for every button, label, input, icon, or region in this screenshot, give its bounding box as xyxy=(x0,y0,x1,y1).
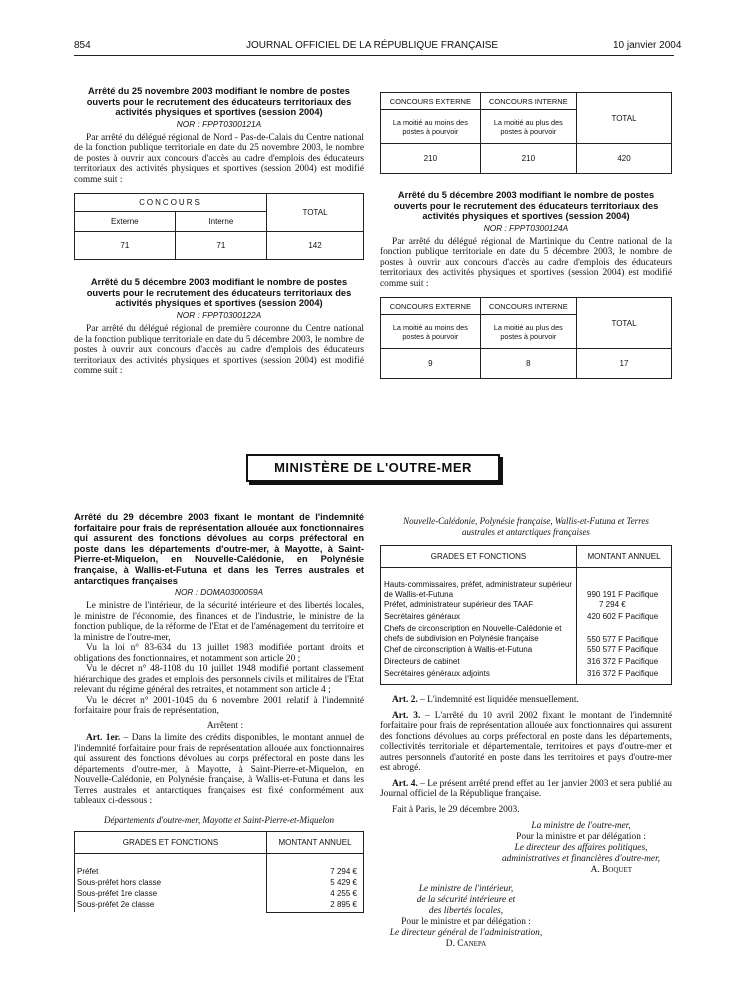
grade-cell: Préfet, administrateur supérieur des TAAF xyxy=(384,600,534,609)
arrete4-nor: NOR : DOMA0300059A xyxy=(174,587,264,598)
arrete4-p1: Le ministre de l'intérieur, de la sécurité intérieure et des libertés locales, le ministre de l'économie, des finances et de l'industrie, le ministre de la fonction publique, de la réforme de l'Etat et de l'aménagement du territoire et la ministre de l'outre-mer, xyxy=(74,601,364,643)
grades-header: GRADES ET FONCTIONS xyxy=(75,831,267,853)
ministry-banner: MINISTÈRE DE L'OUTRE-MER xyxy=(246,454,500,482)
externe-value: 210 xyxy=(381,144,481,174)
table-row xyxy=(577,568,672,685)
grade-cell: Préfet xyxy=(77,866,99,876)
arrete4-title: Arrêté du 29 décembre 2003 fixant le montant de l'indemnité forfaitaire pour frais de représentation allouée aux fonctionnaires qui assurent des fonctions dévolues au corps préfectoral en poste dans les départements d'outre-mer, à Mayotte, à Saint-Pierre-et-Miquelon, en Nouvelle-Calédonie, en Polynésie française, à Wallis-et-Futuna et dans les Terres australes et antarctiques françaises xyxy=(74,512,364,586)
amount-cell: 420 602 F Pacifique xyxy=(587,612,659,621)
table-caption-dom: Départements d'outre-mer, Mayotte et Saint-Pierre-et-Miquelon xyxy=(104,814,334,825)
table-caption-pacifique: Nouvelle-Calédonie, Polynésie française, Wallis-et-Futuna et Terres australes et antarctiques françaises xyxy=(403,516,649,537)
right-column-top xyxy=(380,92,672,379)
left-column-bottom xyxy=(74,512,364,913)
externe-sub: La moitié au moins des postes à pourvoir xyxy=(381,110,481,144)
sig2-title: Le ministre de l'intérieur, de la sécurité intérieure et des libertés locales, xyxy=(416,884,516,916)
left-column-top xyxy=(74,86,364,377)
grades-header: GRADES ET FONCTIONS xyxy=(381,546,577,568)
interne-sub: La moitié au plus des postes à pourvoir xyxy=(480,110,576,144)
grades-table-dom xyxy=(74,831,364,913)
grade-cell: Secrétaires généraux xyxy=(384,612,461,621)
sig2-delegation: Pour le ministre et par délégation : xyxy=(401,917,531,927)
arrete1-body: Par arrêté du délégué régional de Nord - Pas-de-Calais du Centre national de la fonction publique territoriale en date du 25 novembre 2003, le nombre de postes à ouvrir aux concours d'accès au cadre d'emplois des éducateurs territoriaux des activités physiques et sportives (session 2004) est modifié comme suit : xyxy=(74,132,364,185)
amount-cell: 7 294 € xyxy=(599,600,626,609)
grades-table-pacifique xyxy=(380,545,672,685)
concours-interne-header: CONCOURS INTERNE xyxy=(480,93,576,110)
amount-cell: 550 577 F Pacifique xyxy=(587,645,659,654)
arrete4-p4: Vu le décret n° 2001-1045 du 6 novembre 2001 relatif à l'indemnité forfaitaire pour frais de représentation, xyxy=(74,695,364,717)
table-row xyxy=(267,853,364,912)
grade-cell: Sous-préfet 1re classe xyxy=(77,888,158,898)
concours-interne-header: CONCOURS INTERNE xyxy=(480,298,576,315)
fait-a-paris: Fait à Paris, le 29 décembre 2003. xyxy=(392,804,520,815)
grade-cell: Sous-préfet 2e classe xyxy=(77,899,155,909)
total-value: 420 xyxy=(577,144,672,174)
total-value: 142 xyxy=(267,232,364,260)
arrete1-title: Arrêté du 25 novembre 2003 modifiant le nombre de postes ouverts pour le recrutement des éducateurs territoriaux des activités physiques et sportives (session 2004) xyxy=(86,86,352,118)
sig1-name: A. Boquet xyxy=(590,865,632,875)
page-number: 854 xyxy=(74,40,91,51)
externe-value: 9 xyxy=(381,349,481,379)
concours-externe-header: CONCOURS EXTERNE xyxy=(381,298,481,315)
journal-title: JOURNAL OFFICIEL DE LA RÉPUBLIQUE FRANÇAISE xyxy=(246,40,499,51)
right-column-bottom xyxy=(380,516,672,950)
total-header: TOTAL xyxy=(577,298,672,349)
arretent: Arrêtent : xyxy=(206,720,244,731)
sig2-name: D. Canepa xyxy=(445,939,487,949)
sig2-director: Le directeur général de l'administration, xyxy=(389,928,543,938)
article-4: Art. 4. – Le présent arrêté prend effet au 1er janvier 2003 et sera publié au Journal officiel de la République française. xyxy=(380,778,672,799)
amount-cell: 7 294 € xyxy=(330,866,357,876)
table-row xyxy=(381,568,577,685)
arrete3-nor: NOR : FPPT0300124A xyxy=(483,222,569,233)
externe-header: Externe xyxy=(75,212,176,232)
grade-cell: Sous-préfet hors classe xyxy=(77,877,162,887)
sig1-title: La ministre de l'outre-mer, xyxy=(531,821,631,831)
amount-cell: 316 372 F Pacifique xyxy=(587,657,659,666)
article-3: Art. 3. – L'arrêté du 10 avril 2002 fixant le montant de l'indemnité forfaitaire pour frais de représentation allouée aux fonctionnaires qui assurent des fonctions dévolues au corps préfectoral en poste dans les départements, collectivités territoriale et départementale, territoires et pays d'outre-mer et autres personnels d'autorité en poste dans les territoires et pays d'outre-mer est abrogé. xyxy=(380,710,673,773)
total-header: TOTAL xyxy=(267,194,364,232)
arrete3-body: Par arrêté du délégué régional de Martinique du Centre national de la fonction publique territoriale en date du 5 décembre 2003, le nombre de postes à ouvrir aux concours d'accès au cadre d'emplois des éducateurs territoriaux des activités physiques et sportives (session 2004) est modifié comme suit : xyxy=(380,236,672,289)
arrete2-nor: NOR : FPPT0300122A xyxy=(176,310,262,321)
interne-value: 210 xyxy=(480,144,576,174)
concours-externe-header: CONCOURS EXTERNE xyxy=(381,93,481,110)
grade-cell: Chefs de circonscription en Nouvelle-Calédonie et chefs de subdivision en Polynésie française xyxy=(384,624,562,643)
amount-cell: 316 372 F Pacifique xyxy=(587,669,659,678)
amount-header: MONTANT ANNUEL xyxy=(267,831,364,853)
grade-cell: Secrétaires généraux adjoints xyxy=(384,669,490,678)
arrete3-table xyxy=(380,297,672,379)
issue-date: 10 janvier 2004 xyxy=(613,40,682,51)
arrete1-nor: NOR : FPPT0300121A xyxy=(176,118,262,129)
signature-block-1 xyxy=(490,821,672,876)
amount-cell: 2 895 € xyxy=(330,899,357,909)
arrete4-p2: Vu la loi n° 83-634 du 13 juillet 1983 modifiée portant droits et obligations des fonctionnaires, et notamment son article 20 ; xyxy=(74,643,364,664)
arrete4-p3: Vu le décret n° 48-1108 du 10 juillet 1948 modifié portant classement hiérarchique des grades et emplois des personnels civils et militaires de l'Etat relevant du régime général des retraites, et notamment son article 4 ; xyxy=(74,664,364,696)
sig1-delegation: Pour la ministre et par délégation : xyxy=(516,832,646,842)
grade-cell: Chef de circonscription à Wallis-et-Futuna xyxy=(384,645,533,654)
total-value: 17 xyxy=(577,349,672,379)
concours-header: CONCOURS xyxy=(75,194,267,212)
header-rule xyxy=(74,55,674,56)
amount-cell: 5 429 € xyxy=(330,877,357,887)
interne-value: 8 xyxy=(480,349,576,379)
arrete2-table xyxy=(380,92,672,174)
article-1: Art. 1er. – Dans la limite des crédits disponibles, le montant annuel de l'indemnité forfaitaire pour frais de représentation allouée aux fonctionnaires qui assurent des fonctions dévolues au corps préfectoral en poste dans les départements d'outre-mer, à Mayotte, à Saint-Pierre-et-Miquelon, en Nouvelle-Calédonie, en Polynésie française, à Wallis-et-Futuna et dans les Terres australes et antarctiques françaises est fixé conformément aux tableaux ci-dessous : xyxy=(74,733,364,807)
interne-header: Interne xyxy=(175,212,266,232)
arrete1-table xyxy=(74,193,364,260)
externe-sub: La moitié au moins des postes à pourvoir xyxy=(381,315,481,349)
table-row xyxy=(75,853,267,912)
interne-value: 71 xyxy=(175,232,266,260)
total-header: TOTAL xyxy=(577,93,672,144)
grade-cell: Directeurs de cabinet xyxy=(384,657,460,666)
signature-block-2 xyxy=(376,884,556,950)
article-2: Art. 2. – L'indemnité est liquidée mensuellement. xyxy=(392,695,579,705)
sig1-director: Le directeur des affaires politiques, administratives et financières d'outre-mer, xyxy=(501,843,661,864)
amount-cell: 4 255 € xyxy=(330,888,357,898)
arrete3-title: Arrêté du 5 décembre 2003 modifiant le nombre de postes ouverts pour le recrutement des éducateurs territoriaux des activités physiques et sportives (session 2004) xyxy=(393,190,659,222)
interne-sub: La moitié au plus des postes à pourvoir xyxy=(480,315,576,349)
externe-value: 71 xyxy=(75,232,176,260)
grade-cell: Hauts-commissaires, préfet, administrateur supérieur de Wallis-et-Futuna xyxy=(384,580,573,599)
arrete2-body: Par arrêté du délégué régional de première couronne du Centre national de la fonction publique territoriale en date du 5 décembre 2003, le nombre de postes à ouvrir aux concours d'accès au cadre d'emplois des éducateurs territoriaux des activités physiques et sportives (session 2004) est modifié comme suit : xyxy=(74,324,364,377)
amount-cell: 990 191 F Pacifique xyxy=(587,590,659,599)
amount-cell: 550 577 F Pacifique xyxy=(587,635,659,644)
arrete2-title: Arrêté du 5 décembre 2003 modifiant le nombre de postes ouverts pour le recrutement des éducateurs territoriaux des activités physiques et sportives (session 2004) xyxy=(86,277,352,309)
amount-header: MONTANT ANNUEL xyxy=(577,546,672,568)
